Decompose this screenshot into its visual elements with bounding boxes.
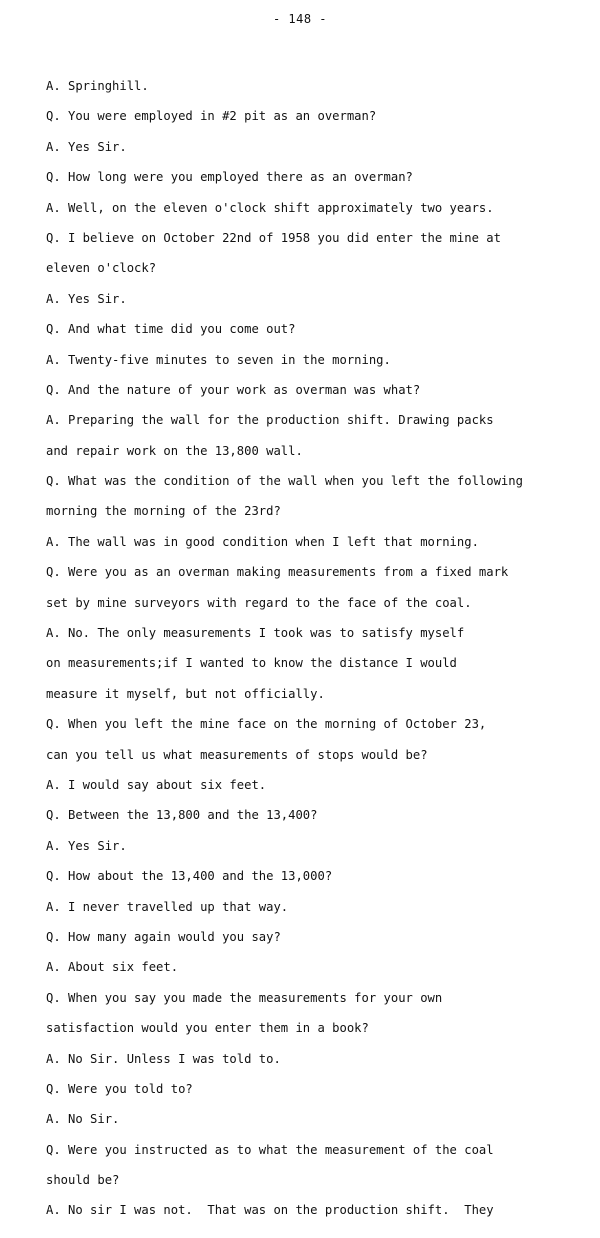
transcript-line: Q. You were employed in #2 pit as an overman? bbox=[46, 109, 377, 124]
transcript-line: A. The wall was in good condition when I left that morning. bbox=[46, 534, 479, 549]
transcript-line: A. Yes Sir. bbox=[46, 291, 127, 306]
transcript-line: A. Twenty-five minutes to seven in the morning. bbox=[46, 352, 391, 367]
transcript-line: A. Well, on the eleven o'clock shift approximately two years. bbox=[46, 200, 494, 215]
transcript-line: Q. Were you told to? bbox=[46, 1081, 193, 1096]
transcript-line: Q. What was the condition of the wall when you left the following bbox=[46, 474, 523, 489]
transcript-line: Q. I believe on October 22nd of 1958 you did enter the mine at bbox=[46, 230, 501, 245]
transcript-line: A. No Sir. bbox=[46, 1112, 120, 1127]
transcript-line: morning the morning of the 23rd? bbox=[46, 504, 281, 519]
transcript-line: satisfaction would you enter them in a book? bbox=[46, 1021, 369, 1036]
transcript-body bbox=[46, 76, 586, 1231]
transcript-line: can you tell us what measurements of stops would be? bbox=[46, 747, 428, 762]
transcript-line: A. About six feet. bbox=[46, 960, 179, 975]
transcript-line: Q. How about the 13,400 and the 13,000? bbox=[46, 869, 333, 884]
transcript-line: Q. How many again would you say? bbox=[46, 929, 281, 944]
page-number: - 148 - bbox=[272, 12, 328, 26]
transcript-line: A. No sir I was not. That was on the production shift. They bbox=[46, 1203, 494, 1218]
transcript-line: A. I never travelled up that way. bbox=[46, 899, 289, 914]
transcript-line: Q. When you say you made the measurements for your own bbox=[46, 990, 443, 1005]
transcript-line: Q. Between the 13,800 and the 13,400? bbox=[46, 808, 318, 823]
transcript-line: Q. And the nature of your work as overman was what? bbox=[46, 382, 421, 397]
transcript-line: Q. Were you instructed as to what the measurement of the coal bbox=[46, 1142, 494, 1157]
transcript-line: Q. And what time did you come out? bbox=[46, 322, 296, 337]
transcript-line: set by mine surveyors with regard to the face of the coal. bbox=[46, 595, 472, 610]
transcript-line: and repair work on the 13,800 wall. bbox=[46, 443, 303, 458]
transcript-line: A. Yes Sir. bbox=[46, 139, 127, 154]
transcript-line: A. Springhill. bbox=[46, 79, 149, 93]
transcript-line: A. No. The only measurements I took was to satisfy myself bbox=[46, 626, 465, 641]
transcript-line: Q. Were you as an overman making measurements from a fixed mark bbox=[46, 565, 509, 580]
transcript-line: should be? bbox=[46, 1173, 120, 1188]
transcript-line: A. Yes Sir. bbox=[46, 838, 127, 853]
transcript-line: measure it myself, but not officially. bbox=[46, 686, 325, 701]
transcript-line: on measurements;if I wanted to know the distance I would bbox=[46, 656, 457, 671]
transcript-line: Q. How long were you employed there as an overman? bbox=[46, 170, 413, 185]
transcript-line: A. Preparing the wall for the production shift. Drawing packs bbox=[46, 413, 494, 428]
transcript-line: Q. When you left the mine face on the morning of October 23, bbox=[46, 717, 487, 732]
transcript-line: eleven o'clock? bbox=[46, 261, 157, 276]
transcript-line: A. No Sir. Unless I was told to. bbox=[46, 1051, 281, 1066]
transcript-line: A. I would say about six feet. bbox=[46, 777, 267, 792]
